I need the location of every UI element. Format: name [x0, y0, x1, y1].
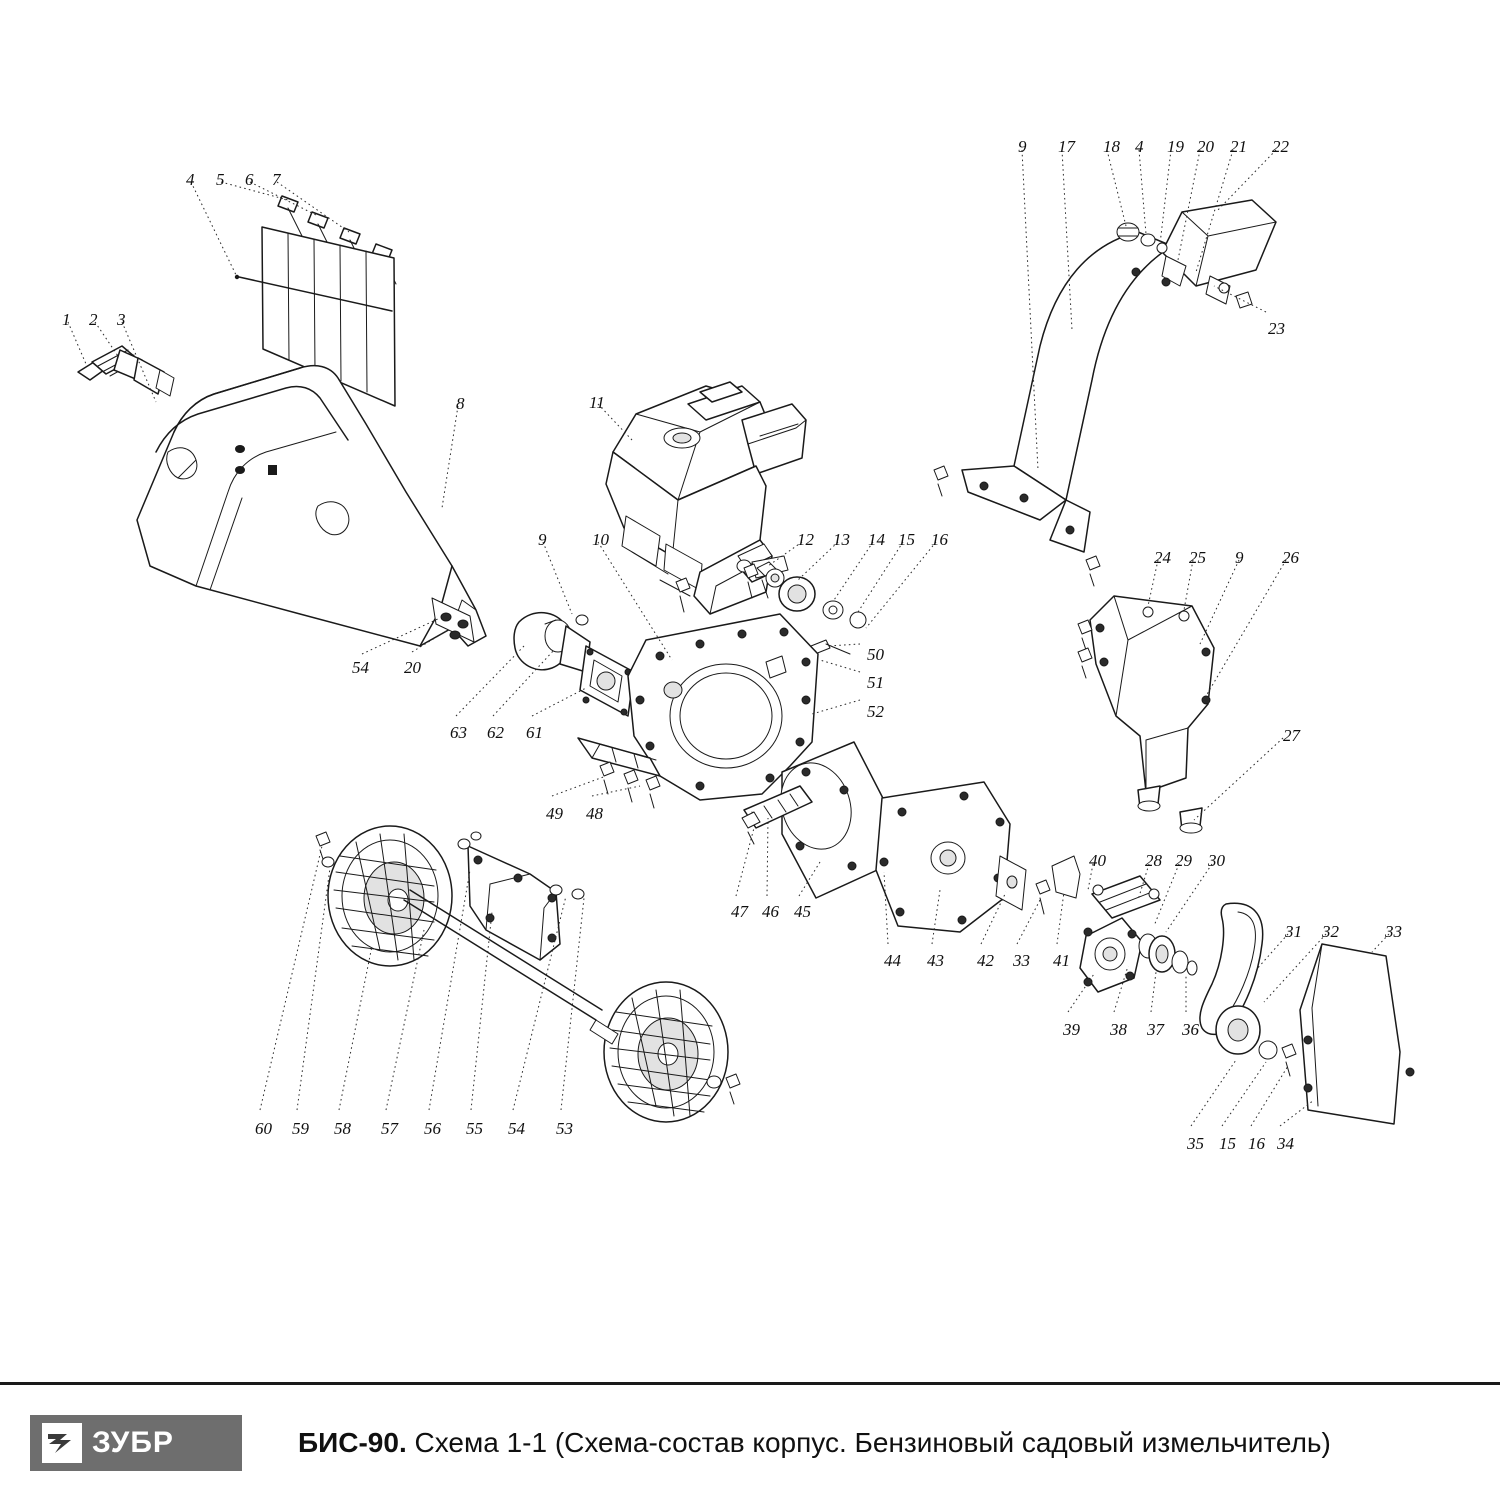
- part-chute-flange: [514, 613, 634, 716]
- callout-number: 15: [1219, 1134, 1236, 1153]
- callout-number: 15: [898, 530, 915, 549]
- callout-number: 22: [1272, 137, 1289, 156]
- callout-number: 40: [1089, 851, 1106, 870]
- callout-number: 42: [977, 951, 994, 970]
- callout-number: 4: [186, 170, 195, 189]
- callout-number: 20: [404, 658, 421, 677]
- brand-wordmark: ЗУБР: [92, 1425, 174, 1459]
- callout-number: 51: [867, 673, 884, 692]
- callout-number: 8: [456, 394, 465, 413]
- callout-number: 33: [1385, 922, 1402, 941]
- callout-number: 7: [272, 170, 281, 189]
- part-wheel-left: [328, 826, 452, 966]
- callout-number: 48: [586, 804, 603, 823]
- callout-number: 9: [1018, 137, 1027, 156]
- callout-number: 63: [450, 723, 467, 742]
- callout-number: 6: [245, 170, 254, 189]
- part-cover-right: [1300, 944, 1414, 1124]
- callout-number: 9: [538, 530, 547, 549]
- callout-number: 20: [1197, 137, 1214, 156]
- callout-number: 12: [797, 530, 814, 549]
- callout-number: 10: [592, 530, 609, 549]
- callout-number: 36: [1182, 1020, 1199, 1039]
- part-wheel-right: [604, 982, 728, 1122]
- callout-number: 18: [1103, 137, 1120, 156]
- footer-bar: [0, 1385, 1500, 1500]
- callout-number: 13: [833, 530, 850, 549]
- callout-number: 32: [1322, 922, 1339, 941]
- callout-number: 55: [466, 1119, 483, 1138]
- callout-number: 24: [1154, 548, 1171, 567]
- part-belt-and-pulley: [1200, 903, 1296, 1076]
- callout-number: 16: [1248, 1134, 1265, 1153]
- callout-number: 44: [884, 951, 901, 970]
- callout-number: 29: [1175, 851, 1192, 870]
- callout-number: 34: [1277, 1134, 1294, 1153]
- callout-number: 46: [762, 902, 779, 921]
- callout-number: 61: [526, 723, 543, 742]
- callout-number: 27: [1283, 726, 1300, 745]
- callout-number: 25: [1189, 548, 1206, 567]
- footer-caption: [298, 1427, 1331, 1459]
- callout-number: 45: [794, 902, 811, 921]
- callout-number: 37: [1147, 1020, 1164, 1039]
- callout-number: 52: [867, 702, 884, 721]
- callout-number: 47: [731, 902, 748, 921]
- callout-number: 21: [1230, 137, 1247, 156]
- zubr-arrow-icon: [42, 1423, 82, 1463]
- callout-number: 28: [1145, 851, 1162, 870]
- part-hopper: [137, 366, 486, 646]
- callout-number: 62: [487, 723, 504, 742]
- part-guard-panel: [1078, 596, 1214, 833]
- callout-number: 31: [1285, 922, 1302, 941]
- callout-number: 54: [508, 1119, 525, 1138]
- callout-number: 59: [292, 1119, 309, 1138]
- callout-number: 53: [556, 1119, 573, 1138]
- brand-logo: [30, 1415, 242, 1471]
- callout-number: 38: [1110, 1020, 1127, 1039]
- callout-number: 5: [216, 170, 225, 189]
- callout-number: 14: [868, 530, 885, 549]
- model-name: БИС-90.: [298, 1426, 407, 1458]
- callout-number: 11: [589, 393, 605, 412]
- callout-number: 19: [1167, 137, 1184, 156]
- callout-number: 49: [546, 804, 563, 823]
- callout-number: 1: [62, 310, 71, 329]
- callout-number: 3: [117, 310, 126, 329]
- callout-number: 56: [424, 1119, 441, 1138]
- part-coupling-assembly: [78, 346, 174, 396]
- callout-number: 43: [927, 951, 944, 970]
- callout-number: 35: [1187, 1134, 1204, 1153]
- callout-number: 39: [1063, 1020, 1080, 1039]
- part-side-plate: [876, 782, 1080, 932]
- callout-number: 57: [381, 1119, 398, 1138]
- callout-number: 23: [1268, 319, 1285, 338]
- callout-number: 41: [1053, 951, 1070, 970]
- callout-number: 17: [1058, 137, 1075, 156]
- part-pulley-block: [1080, 876, 1197, 992]
- callout-number: 33: [1013, 951, 1030, 970]
- part-upper-chute: [934, 232, 1172, 586]
- callout-number: 26: [1282, 548, 1299, 567]
- callout-number: 16: [931, 530, 948, 549]
- callout-number: 2: [89, 310, 98, 329]
- callout-number: 60: [255, 1119, 272, 1138]
- callout-number: 4: [1135, 137, 1144, 156]
- callout-number: 9: [1235, 548, 1244, 567]
- scheme-description: Схема 1-1 (Схема-состав корпус. Бензиновый садовый измельчитель): [406, 1426, 1331, 1458]
- callout-number: 58: [334, 1119, 351, 1138]
- callout-number: 50: [867, 645, 884, 664]
- callout-number: 54: [352, 658, 369, 677]
- callout-number: 30: [1208, 851, 1225, 870]
